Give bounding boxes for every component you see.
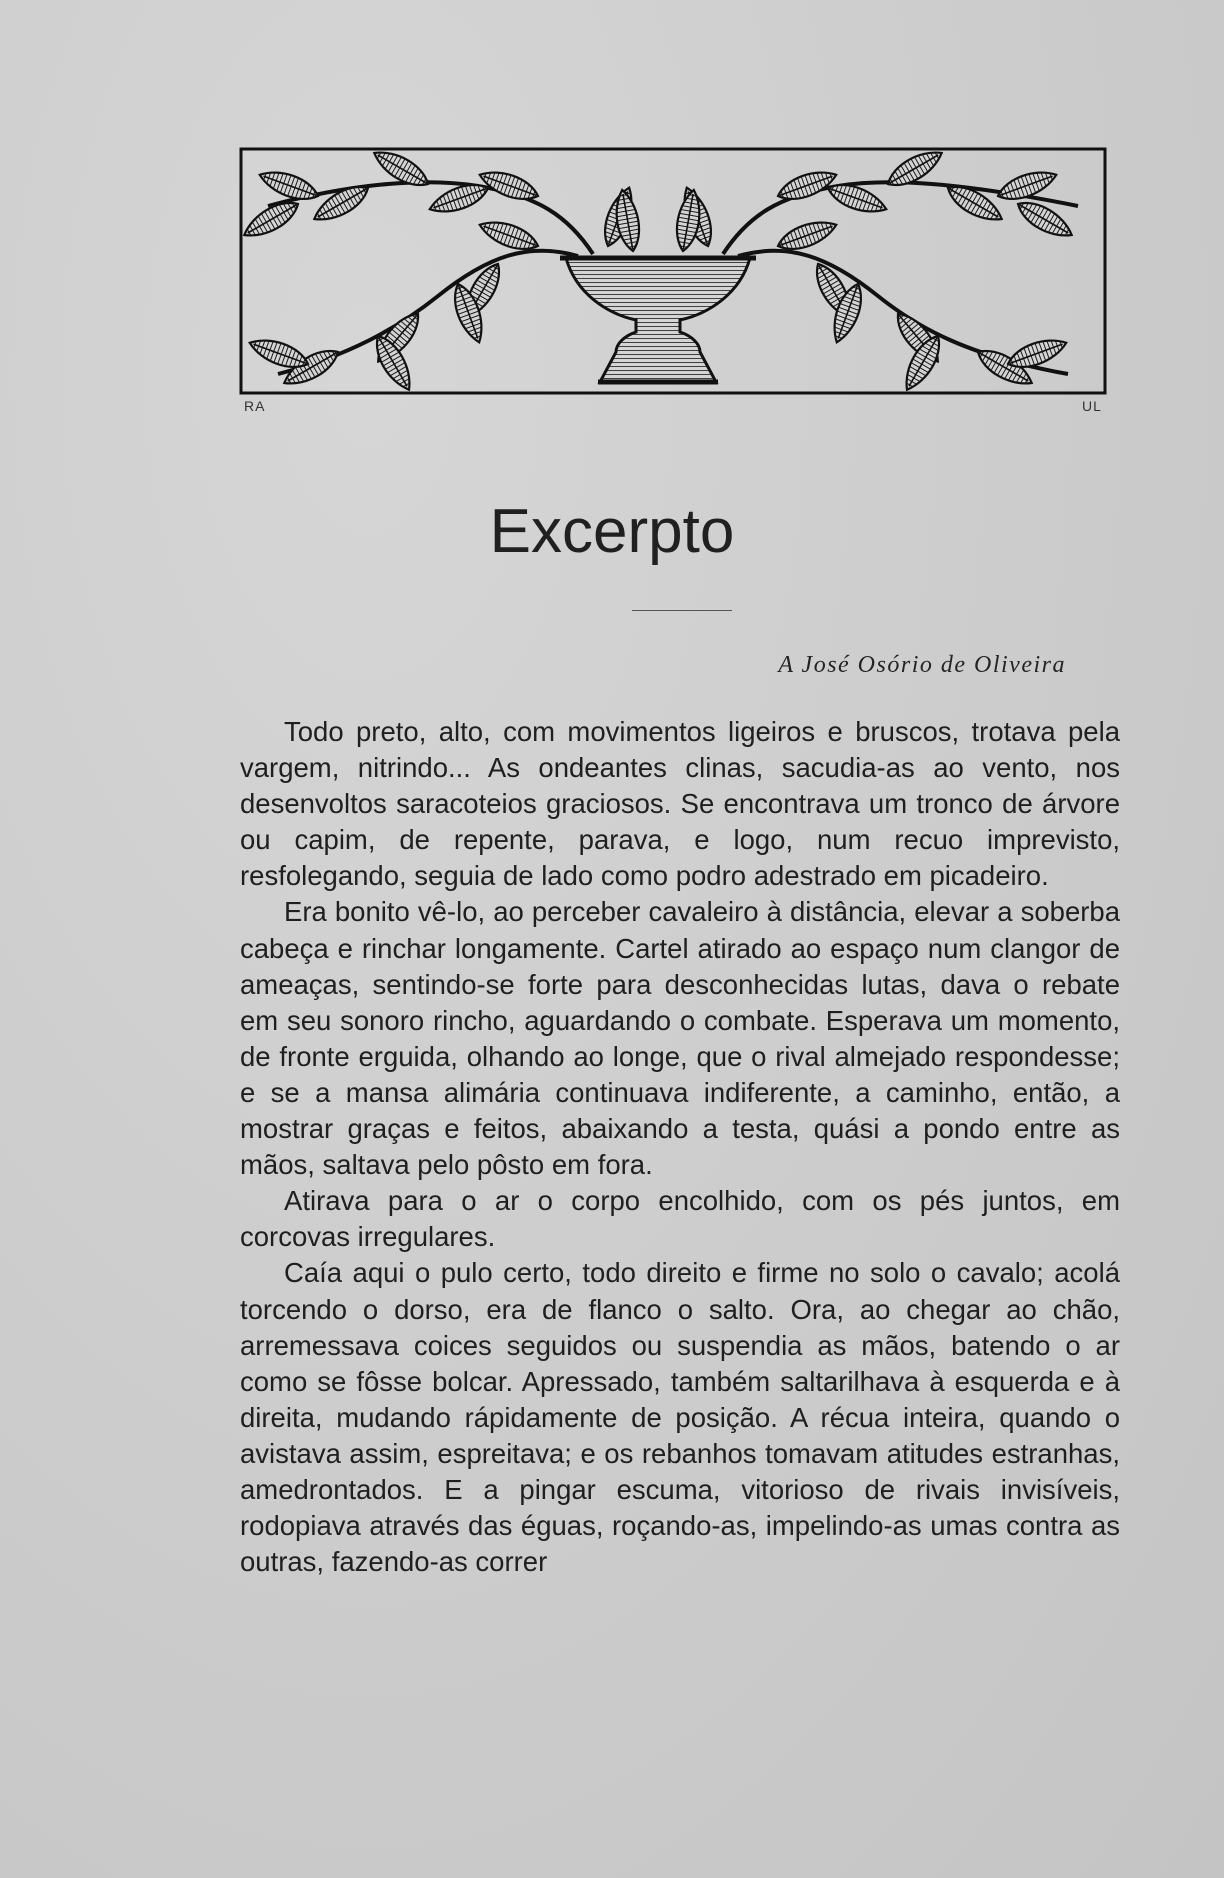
paragraph: Caía aqui o pulo certo, todo direito e firme no solo o cavalo; acolá torcendo o dorso, era de flanco o salto. Ora, ao chegar ao chão, arremessava coices seguidos ou suspendia as mãos, batendo o ar como se fôsse bolcar. Apressado, também saltarilhava à esquerda e à direita, mudando rápidamente de posição. A récua inteira, quando o avistava assim, espreitava; e os rebanhos tomavam atitudes estranhas, amedrontados. E a pingar escuma, vitorioso de rivais invisíveis, rodopiava através das éguas, roçando-as, impelindo-as umas contra as outras, fazendo-as correr	[240, 1257, 1120, 1578]
body-text	[240, 714, 1120, 1580]
engraver-signature-left: RA	[244, 398, 266, 414]
dedication: A José Osório de Oliveira	[778, 652, 1066, 678]
laurel-vase-icon	[238, 146, 1108, 396]
paragraph: Todo preto, alto, com movimentos ligeiros e bruscos, trotava pela vargem, nitrindo... As ondeantes clinas, sacudia-as ao vento, nos desenvoltos saracoteios graciosos. Se encontrava um tronco de árvore ou capim, de repente, parava, e logo, num recuo imprevisto, resfolegando, seguia de lado como podro adestrado em picadeiro.	[240, 716, 1120, 892]
laurel-vase-ornament	[238, 146, 1108, 396]
paragraph: Era bonito vê-lo, ao perceber cavaleiro à distância, elevar a soberba cabeça e rinchar longamente. Cartel atirado ao espaço num clangor de ameaças, sentindo-se forte para desconhecidas lutas, dava o rebate em seu sonoro rincho, aguardando o combate. Esperava um momento, de fronte erguida, olhando ao longe, que o rival almejado respondesse; e se a mansa alimária continuava indiferente, a caminho, então, a mostrar graças e feitos, abaixando a testa, quási a pondo entre as mãos, saltava pelo pôsto em fora.	[240, 896, 1120, 1181]
title-divider	[632, 610, 732, 611]
paragraph: Atirava para o ar o corpo encolhido, com os pés juntos, em corcovas irregulares.	[240, 1185, 1120, 1253]
page-title: Excerpto	[489, 497, 735, 566]
engraver-signature-right: UL	[1082, 398, 1102, 414]
